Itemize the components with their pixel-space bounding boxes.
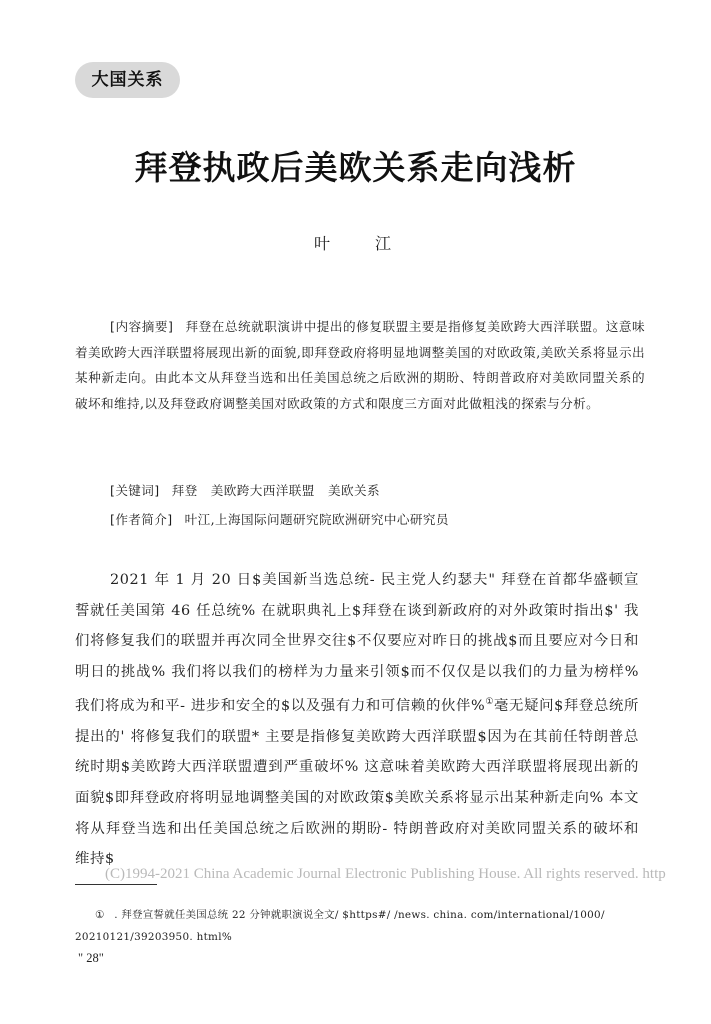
- keywords-label: [关键词]: [110, 483, 160, 498]
- body-text-part-2: 毫无疑问$拜登总统所提出的' 将修复我们的联盟* 主要是指修复美欧跨大西洋联盟$因为在其前任特朗普总统时期$美欧跨大西洋联盟遭到严重破坏% 这意味着美欧跨大西洋联盟将展现出新的面貌$即拜登政府将明显地调整美国的对欧政策$美欧关系将显示出某种新走向% 本文将从拜登当选和出任美国总统之后欧洲的期盼- 特朗普政府对美欧同盟关系的破坏和维持$: [75, 698, 639, 868]
- abstract-text: 拜登在总统就职演讲中提出的修复联盟主要是指修复美欧跨大西洋联盟。这意味着美欧跨大西洋联盟将展现出新的面貌,即拜登政府将明显地调整美国的对欧政策,美欧关系将显示出某种新走向。由此本文从拜登当选和出任美国总统之后欧洲的期盼、特朗普政府对美欧同盟关系的破坏和维持,以及拜登政府调整美国对欧政策的方式和限度三方面对此做粗浅的探索与分析。: [75, 319, 646, 411]
- body-text-part-1: 2021 年 1 月 20 日$美国新当选总统- 民主党人约瑟夫" 拜登在首都华盛顿宣誓就任美国第 46 任总统% 在就职典礼上$拜登在谈到新政府的对外政策时指出$' 我们将修复我们的联盟并再次同全世界交往$不仅要应对昨日的挑战$而且要应对今日和明日的挑战% 我们将以我们的榜样为力量来引领$而不仅仅是以我们的力量为榜样% 我们将成为和平- 进步和安全的$以及强有力和可信赖的伙伴%: [75, 572, 639, 715]
- footnote-reference[interactable]: ①: [485, 697, 495, 708]
- page-number: " 28": [78, 951, 104, 965]
- footnote-mark: ①: [95, 909, 105, 921]
- abstract-label: [内容摘要]: [110, 319, 174, 334]
- section-category-tab: 大国关系: [75, 62, 180, 98]
- copyright-watermark: (C)1994-2021 China Academic Journal Electronic Publishing House. All rights reserved. http: [105, 866, 666, 882]
- author-bio-text: 叶江,上海国际问题研究院欧洲研究中心研究员: [184, 512, 449, 527]
- author-bio-label: [作者简介]: [110, 512, 173, 527]
- abstract-paragraph: [75, 314, 645, 416]
- author-bio-line: [110, 510, 449, 530]
- keywords-text: 拜登 美欧跨大西洋联盟 美欧关系: [171, 483, 380, 498]
- article-title: 拜登执政后美欧关系走向浅析: [134, 148, 577, 187]
- keywords-line: [110, 481, 380, 501]
- body-paragraph: [75, 565, 639, 875]
- author-name: 叶 江: [313, 234, 412, 253]
- footnote-text: . 拜登宣誓就任美国总统 22 分钟就职演说全文/ $https#/ /news. china. com/international/1000/ 20210121/39203950. html%: [75, 909, 605, 943]
- footnote-divider: [75, 884, 157, 885]
- footnote: [75, 904, 645, 948]
